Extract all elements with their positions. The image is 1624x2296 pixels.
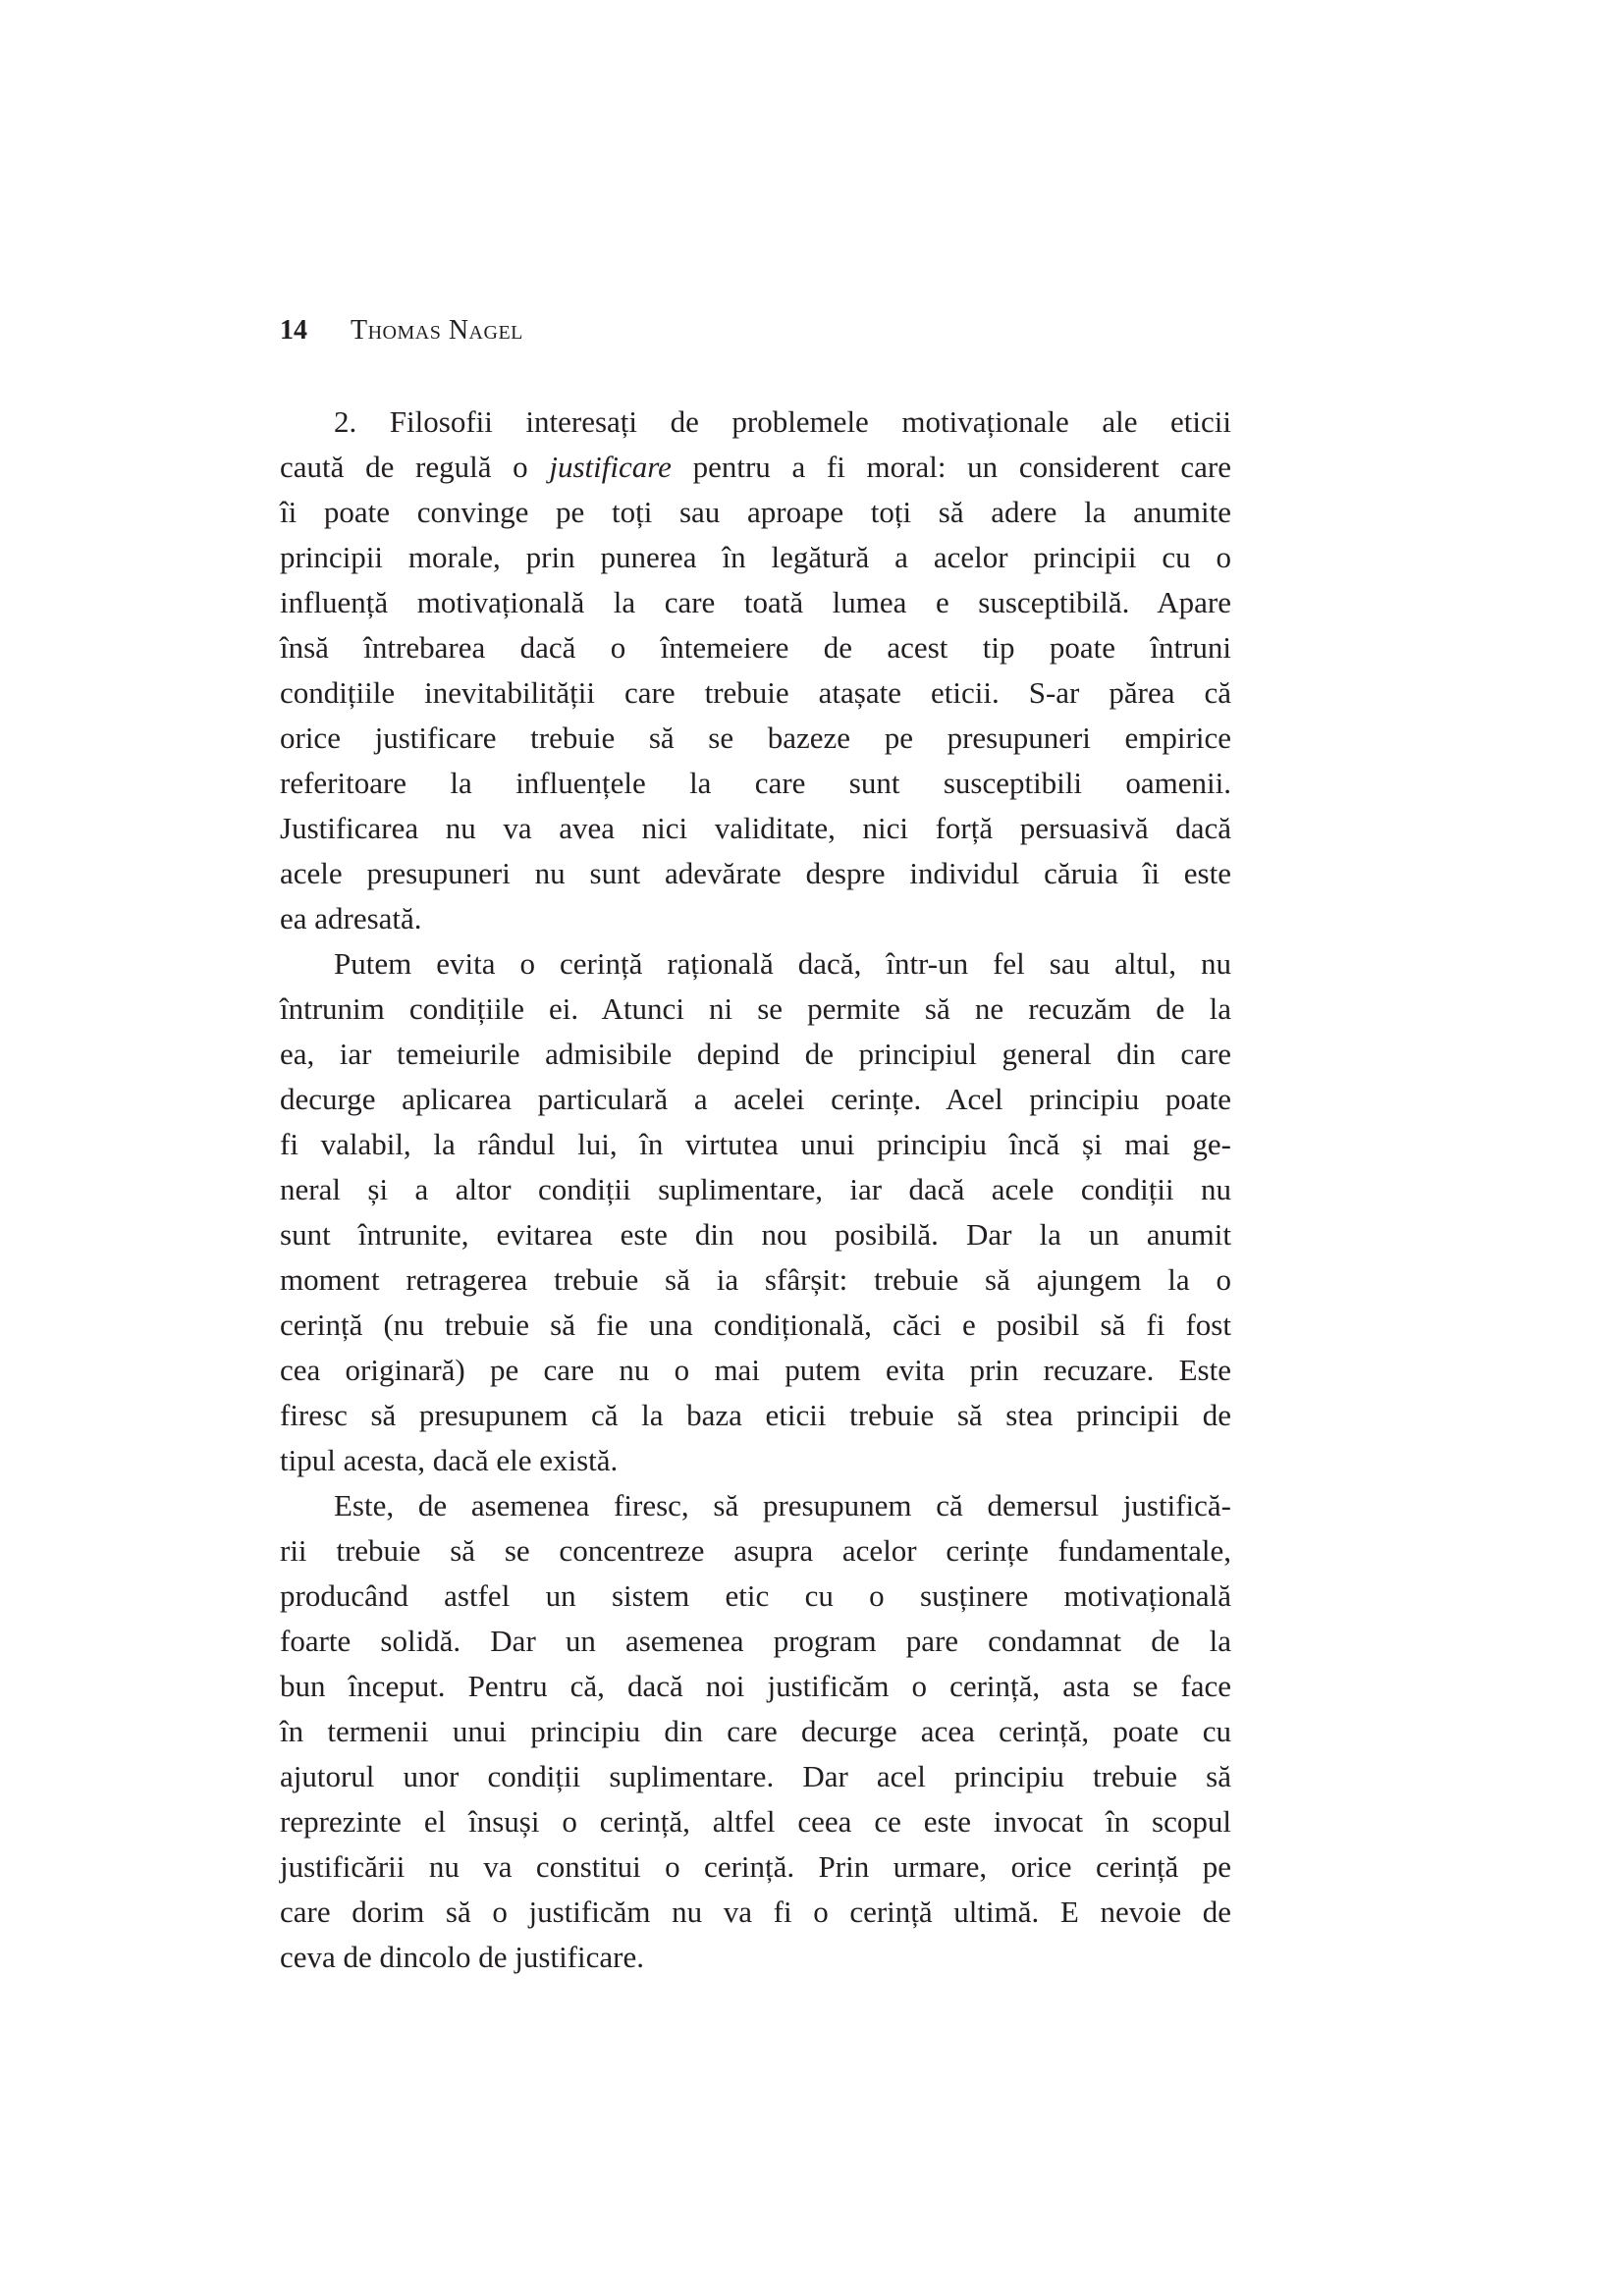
- emphasis-justificare: justificare: [549, 450, 672, 484]
- page-header: [280, 315, 523, 348]
- text-line: care dorim să o justificăm nu va fi o cerință ultimă. E nevoie de: [280, 1895, 1231, 1929]
- paragraph-2: [280, 941, 1231, 1483]
- text-line: ea, iar temeiurile admisibile depind de principiul general din care: [280, 1037, 1231, 1071]
- text-line: producând astfel un sistem etic cu o susținere motivațională: [280, 1578, 1231, 1613]
- text-line: tipul acesta, dacă ele există.: [280, 1443, 619, 1477]
- text-line: 2. Filosofii interesați de problemele motivaționale ale eticii: [334, 404, 1231, 439]
- text-line: caută de regulă o justificare pentru a fi moral: un considerent care: [280, 450, 1231, 484]
- text-line: influență motivațională la care toată lumea e susceptibilă. Apare: [280, 585, 1231, 619]
- text-line: ceva de dincolo de justificare.: [280, 1940, 644, 1974]
- text-line: condițiile inevitabilității care trebuie atașate eticii. S-ar părea că: [280, 675, 1231, 710]
- text-line: referitoare la influențele la care sunt susceptibili oamenii.: [280, 766, 1231, 800]
- text-line: ea adresată.: [280, 901, 422, 935]
- text-line: firesc să presupunem că la baza eticii trebuie să stea principii de: [280, 1398, 1231, 1432]
- text-line: rii trebuie să se concentreze asupra acelor cerințe fundamentale,: [280, 1533, 1231, 1568]
- text-line: neral și a altor condiții suplimentare, iar dacă acele condiții nu: [280, 1172, 1231, 1206]
- running-head-author: Thomas Nagel: [351, 315, 523, 346]
- paragraph-3: [280, 1483, 1231, 1980]
- text-line: în termenii unui principiu din care decurge acea cerință, poate cu: [280, 1714, 1231, 1748]
- text-line: bun început. Pentru că, dacă noi justificăm o cerință, asta se face: [280, 1669, 1231, 1703]
- text-line: Justificarea nu va avea nici validitate, nici forță persuasivă dacă: [280, 811, 1231, 845]
- text-line: reprezinte el însuși o cerință, altfel ceea ce este invocat în scopul: [280, 1804, 1231, 1839]
- text-line: orice justificare trebuie să se bazeze pe presupuneri empirice: [280, 721, 1231, 755]
- text-line: fi valabil, la rândul lui, în virtutea unui principiu încă și mai ge-: [280, 1127, 1231, 1161]
- text-line: cerință (nu trebuie să fie una condițională, căci e posibil să fi fost: [280, 1308, 1231, 1342]
- text-line: cea originară) pe care nu o mai putem evita prin recuzare. Este: [280, 1353, 1231, 1387]
- page-number: 14: [280, 315, 307, 346]
- text-line: Putem evita o cerință rațională dacă, într-un fel sau altul, nu: [334, 946, 1231, 981]
- text-line: sunt întrunite, evitarea este din nou posibilă. Dar la un anumit: [280, 1217, 1231, 1252]
- body-text: [280, 400, 1231, 1980]
- text-line: decurge aplicarea particulară a acelei cerințe. Acel principiu poate: [280, 1082, 1231, 1116]
- text-line: moment retragerea trebuie să ia sfârșit: trebuie să ajungem la o: [280, 1262, 1231, 1297]
- text-line: întrunim condițiile ei. Atunci ni se permite să ne recuzăm de la: [280, 991, 1231, 1026]
- text-line: principii morale, prin punerea în legătură a acelor principii cu o: [280, 540, 1231, 574]
- text-line: acele presupuneri nu sunt adevărate despre individul căruia îi este: [280, 856, 1231, 890]
- text-line: ajutorul unor condiții suplimentare. Dar acel principiu trebuie să: [280, 1759, 1231, 1793]
- text-line: îi poate convinge pe toți sau aproape toți să adere la anumite: [280, 495, 1231, 529]
- text-line: foarte solidă. Dar un asemenea program pare condamnat de la: [280, 1624, 1231, 1658]
- text-line: Este, de asemenea firesc, să presupunem că demersul justifică-: [334, 1488, 1231, 1522]
- text-line: justificării nu va constitui o cerință. Prin urmare, orice cerință pe: [280, 1849, 1231, 1884]
- text-line: însă întrebarea dacă o întemeiere de acest tip poate întruni: [280, 630, 1231, 665]
- paragraph-1: [280, 400, 1231, 941]
